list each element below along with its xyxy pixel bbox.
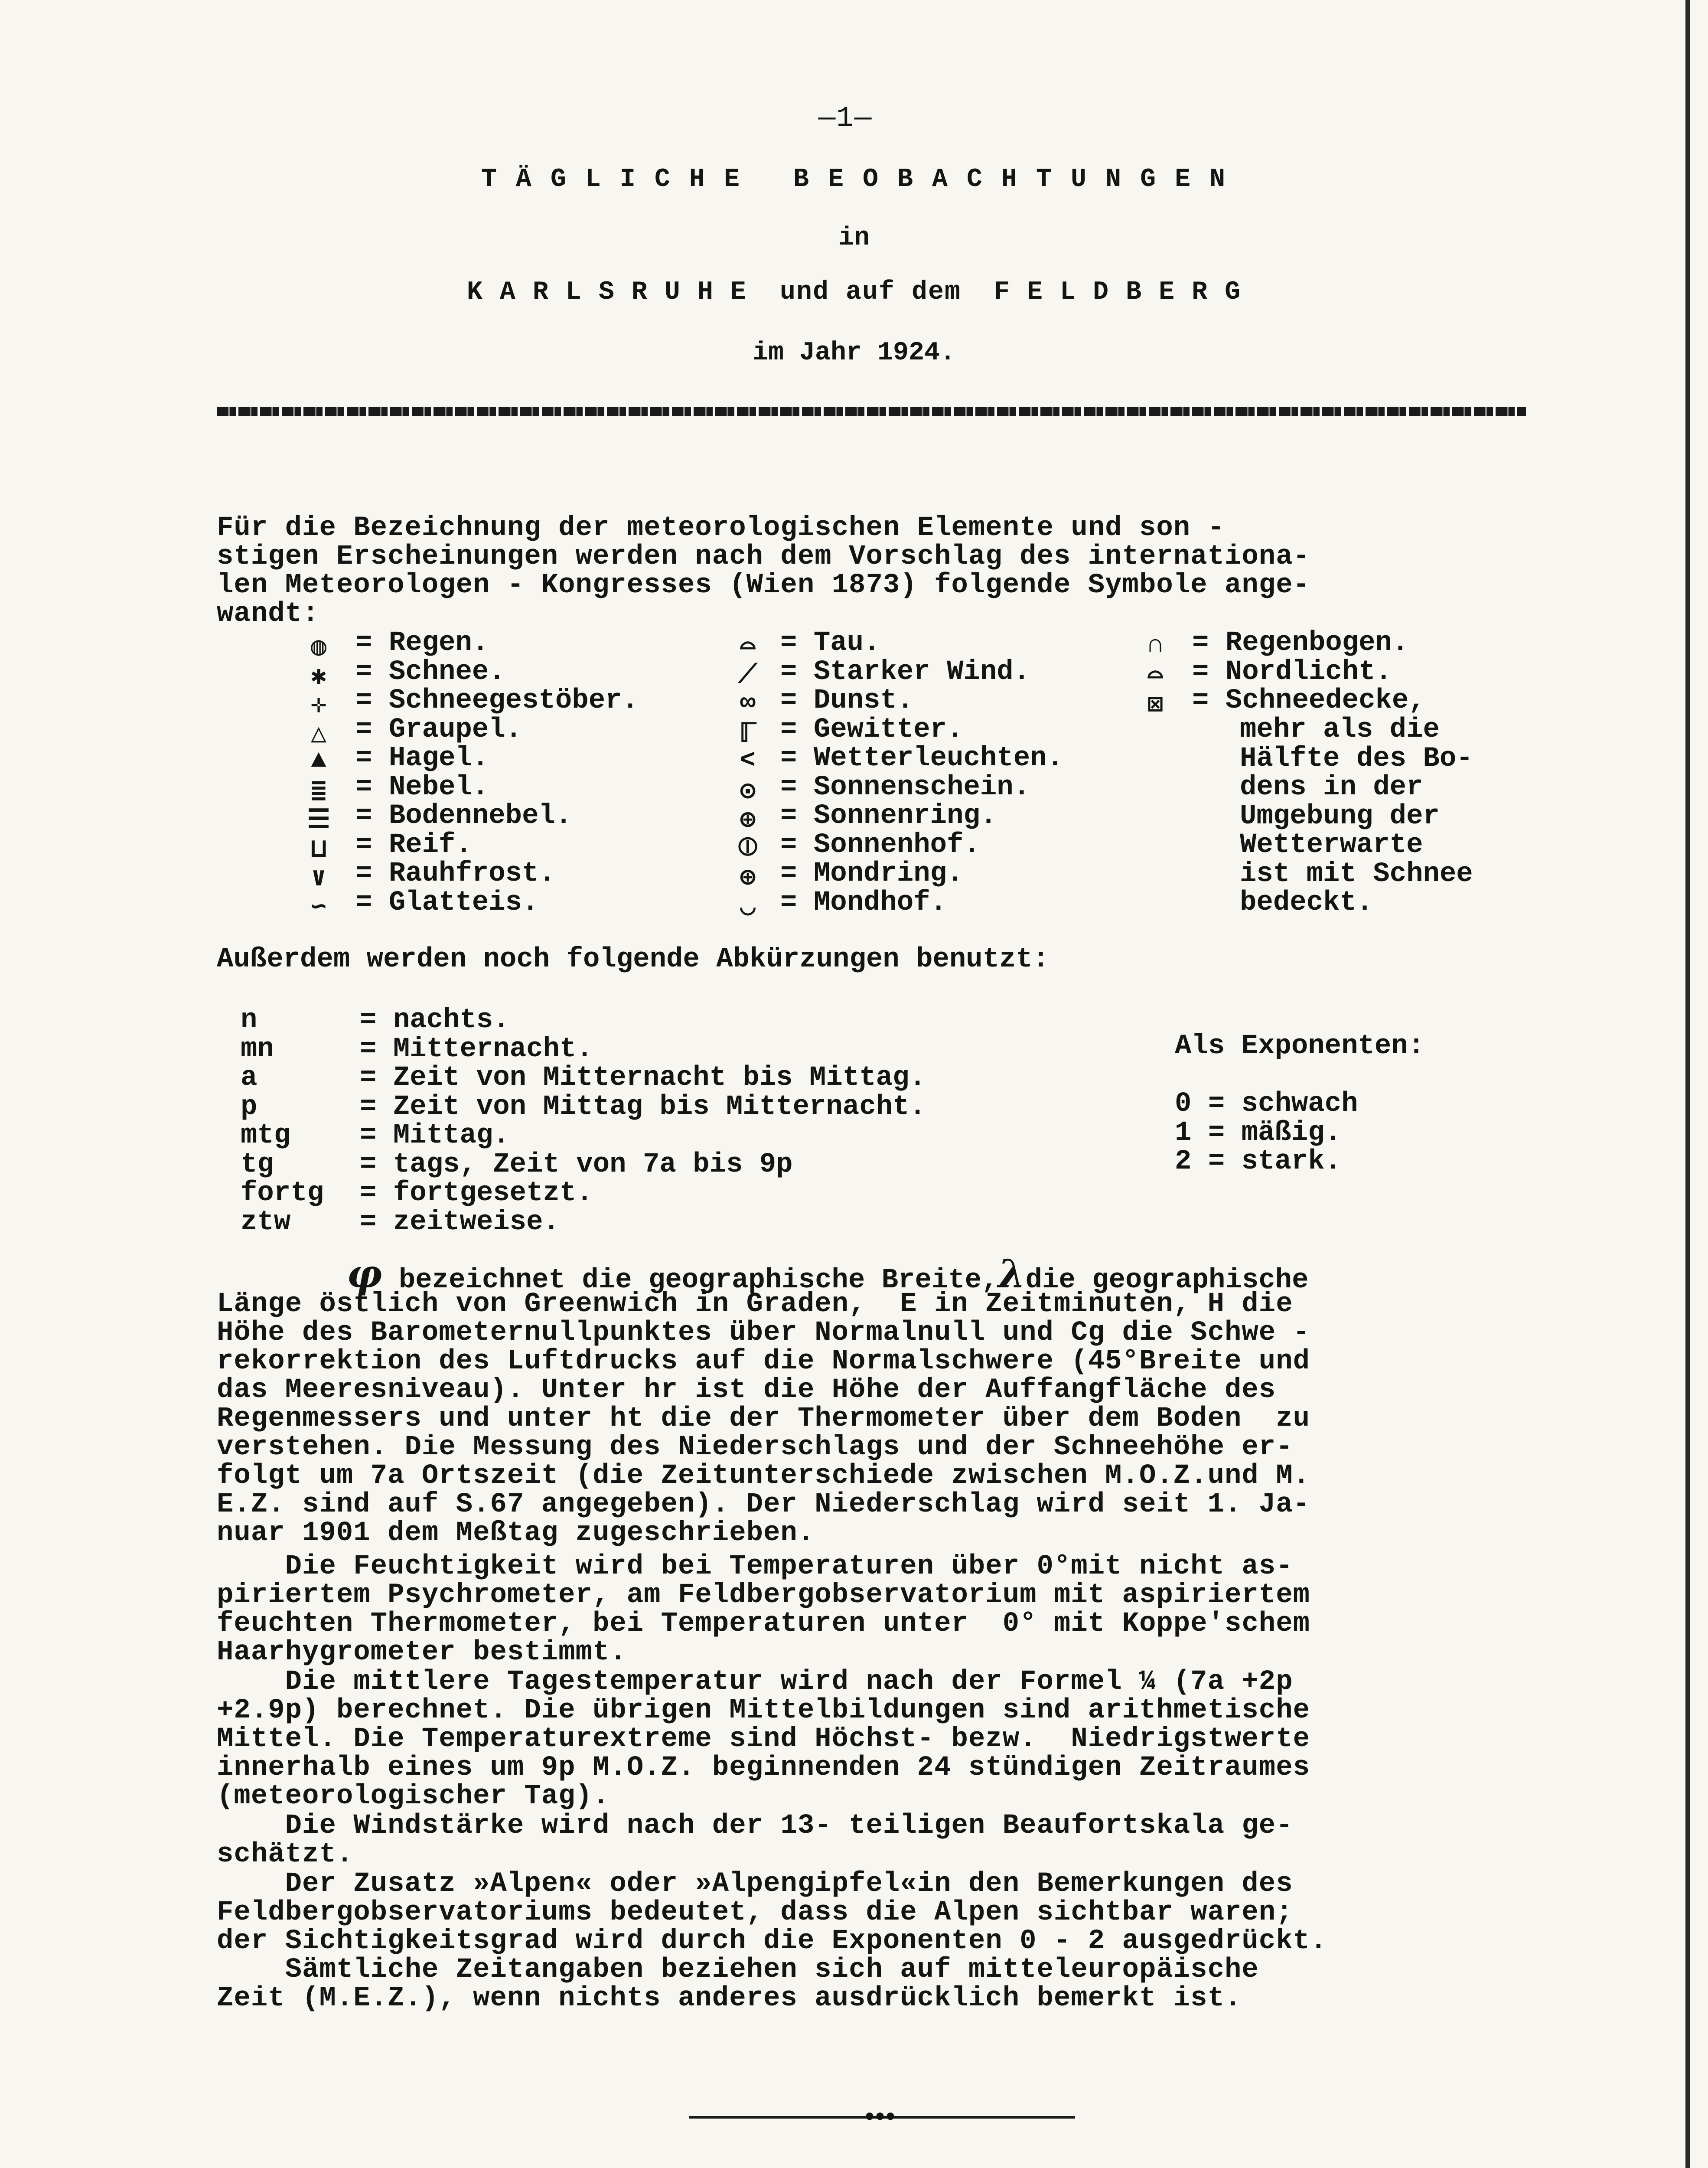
paragraph-4: Die Windstärke wird nach der 13- teiligen Beaufortskala ge- schätzt. <box>217 1810 1293 1870</box>
title-line-4: im Jahr 1924. <box>752 338 956 368</box>
symbol-text: = Graupel. <box>355 714 522 745</box>
sheet-lightning-symbol-icon: < <box>740 746 756 776</box>
snow-cover-note: mehr als die Hälfte des Bo- dens in der Umgebung der Wetterwarte ist mit Schnee bedeckt. <box>1240 714 1473 918</box>
symbol-definitions-3 <box>1192 629 1425 715</box>
abbr-text: = Mittag. <box>360 1120 510 1151</box>
title-line-3: K A R L S R U H E und auf dem F E L D B E R G <box>466 278 1242 307</box>
phi-symbol-icon: φ <box>347 1251 382 1297</box>
abbr-text: = nachts. <box>360 1005 510 1036</box>
aurora-symbol-icon: ⌓ <box>1147 663 1164 692</box>
paragraph-2: Die Feuchtigkeit wird bei Temperaturen über 0°mit nicht as- piriertem Psychrometer, am Feldbergobservatorium mit aspiriertem feuchten Thermometer, bei Temperaturen unter 0° mit Koppe'schem Haarhygrometer bestimmt. <box>217 1551 1310 1668</box>
thunderstorm-symbol-icon: ℾ <box>739 720 756 750</box>
rime-symbol-icon: ∨ <box>310 864 327 894</box>
snowdrift-symbol-icon: ✛ <box>310 691 327 721</box>
graupel-symbol-icon: △ <box>310 720 327 750</box>
snow-symbol-icon: ✱ <box>310 663 327 692</box>
abbreviation-definitions <box>360 1006 926 1237</box>
paragraph-5: Der Zusatz »Alpen« oder »Alpengipfel«in den Bemerkungen des Feldbergobservatoriums bedeutet, dass die Alpen sichtbar waren; der Sichtigkeitsgrad wird durch die Exponenten 0 - 2 ausgedrückt. Sämtliche Zeitangaben beziehen sich auf mitteleuropäische Zeit (M.E.Z.), wenn nichts anderes ausdrücklich bemerkt ist. <box>217 1868 1327 2014</box>
abbr-key: mtg <box>241 1120 291 1151</box>
dew-symbol-icon: ⌓ <box>740 633 756 663</box>
abbreviations-heading: Außerdem werden noch folgende Abkürzungen benutzt: <box>217 944 1050 975</box>
abbr-key: a <box>241 1062 258 1094</box>
symbol-text: = Wetterleuchten. <box>780 743 1063 774</box>
symbol-text: = Starker Wind. <box>780 656 1030 688</box>
abbr-text: = zeitweise. <box>360 1206 560 1238</box>
intro-paragraph: Für die Bezeichnung der meteorologischen Elemente und son - stigen Erscheinungen werden nach dem Vorschlag des internationa- len Meteorologen - Kongresses (Wien 1873) folgende Symbole ange- wandt: <box>217 513 1310 630</box>
abbr-text: = tags, Zeit von 7a bis 9p <box>360 1149 793 1180</box>
hail-symbol-icon: ▲ <box>310 746 326 776</box>
abbreviation-keys <box>241 1006 324 1237</box>
abbr-key: ztw <box>241 1206 291 1238</box>
symbol-text: = Glatteis. <box>355 887 539 918</box>
glaze-symbol-icon: ∽ <box>310 893 327 923</box>
symbol-text: = Mondring. <box>780 858 964 889</box>
symbol-text: = Reif. <box>355 829 472 861</box>
hoarfrost-symbol-icon: ⊔ <box>310 836 327 865</box>
title-line-1: T Ä G L I C H E B E O B A C H T U N G E N <box>481 165 1227 194</box>
exponent-item: 0 = schwach <box>1175 1088 1358 1120</box>
abbr-text: = Zeit von Mitternacht bis Mittag. <box>360 1062 926 1094</box>
para1-text-a: bezeichnet die geographische Breite, <box>382 1265 998 1296</box>
fog-symbol-icon: ≣ <box>310 778 327 807</box>
solar-halo-symbol-icon: ⦶ <box>738 834 757 863</box>
rain-symbol-icon: ◍ <box>310 633 327 663</box>
exponent-item: 2 = stark. <box>1175 1146 1342 1177</box>
symbol-text: = Sonnenschein. <box>780 771 1030 803</box>
paragraph-1: Länge östlich von Greenwich in Graden, E in Zeitminuten, H die Höhe des Barometernullpunktes über Normalnull und Cg die Schwe - rekorrektion des Luftdrucks auf die Normalschwere (45°Breite und das Meeresniveau). Unter hr ist die Höhe der Auffangfläche des Regenmessers und unter ht die der Thermometer über dem Boden zu verstehen. Die Messung des Niederschlags und der Schneehöhe er- folgt um 7a Ortszeit (die Zeitunterschiede zwischen M.O.Z.und M. E.Z. sind auf S.67 angegeben). Der Niederschlag wird seit 1. Ja- nuar 1901 dem Meßtag zugeschrieben. <box>217 1289 1310 1549</box>
footer-ornament: ●●● <box>864 2107 896 2127</box>
sunshine-symbol-icon: ⊙ <box>740 778 756 807</box>
symbol-text: = Mondhof. <box>780 887 947 918</box>
symbol-text: = Schneedecke, <box>1192 685 1425 716</box>
symbol-text: = Gewitter. <box>780 714 964 745</box>
separator-line <box>217 407 1526 416</box>
para1-text-b: die geographische <box>1025 1265 1309 1296</box>
abbr-text: = Zeit von Mittag bis Mitternacht. <box>360 1091 926 1123</box>
symbol-text: = Bodennebel. <box>355 800 572 832</box>
lambda-symbol-icon: λ <box>998 1251 1026 1297</box>
symbol-text: = Tau. <box>780 627 880 659</box>
symbol-text: = Dunst. <box>780 685 914 716</box>
symbol-text: = Regen. <box>355 627 489 659</box>
title-line-2: in <box>838 223 870 253</box>
abbr-key: tg <box>241 1149 274 1180</box>
paragraph-3: Die mittlere Tagestemperatur wird nach der Formel ¼ (7a +2p +2.9p) berechnet. Die übrigen Mittelbildungen sind arithmetische Mittel. Die Temperaturextreme sind Höchst- bezw. Niedrigstwerte innerhalb eines um 9p M.O.Z. beginnenden 24 stündigen Zeitraumes (meteorologischer Tag). <box>217 1666 1310 1812</box>
exponents-heading: Als Exponenten: <box>1175 1031 1425 1062</box>
rainbow-symbol-icon: ∩ <box>1147 631 1163 660</box>
abbr-text: = fortgesetzt. <box>360 1178 593 1209</box>
symbol-text: = Schneegestöber. <box>355 685 639 716</box>
abbr-key: n <box>241 1005 258 1036</box>
abbr-key: p <box>241 1091 258 1123</box>
abbr-key: fortg <box>241 1178 324 1209</box>
lunar-ring-symbol-icon: ⊕ <box>740 864 756 894</box>
snow-cover-symbol-icon: ⊠ <box>1147 691 1164 721</box>
symbol-text: = Nordlicht. <box>1192 656 1392 688</box>
symbol-text: = Sonnenring. <box>780 800 997 832</box>
lunar-halo-symbol-icon: ◡ <box>740 893 756 923</box>
exponents-list <box>1175 1090 1358 1176</box>
symbol-text: = Hagel. <box>355 743 489 774</box>
symbol-definitions-2 <box>780 629 1063 917</box>
abbr-key: mn <box>241 1033 274 1065</box>
scan-edge <box>1685 0 1690 2168</box>
haze-symbol-icon: ∞ <box>740 689 756 718</box>
symbol-definitions-1 <box>355 629 639 917</box>
ground-fog-symbol-icon: ☰ <box>307 806 330 836</box>
strong-wind-symbol-icon: ⟋ <box>739 661 757 690</box>
exponent-item: 1 = mäßig. <box>1175 1117 1342 1149</box>
symbol-text: = Regenbogen. <box>1192 627 1409 659</box>
abbr-text: = Mitternacht. <box>360 1033 593 1065</box>
page-number: —1— <box>818 102 873 134</box>
symbol-text: = Rauhfrost. <box>355 858 555 889</box>
symbol-text: = Nebel. <box>355 771 489 803</box>
solar-corona-symbol-icon: ⊕ <box>740 806 756 836</box>
symbol-text: = Sonnenhof. <box>780 829 980 861</box>
symbol-text: = Schnee. <box>355 656 505 688</box>
